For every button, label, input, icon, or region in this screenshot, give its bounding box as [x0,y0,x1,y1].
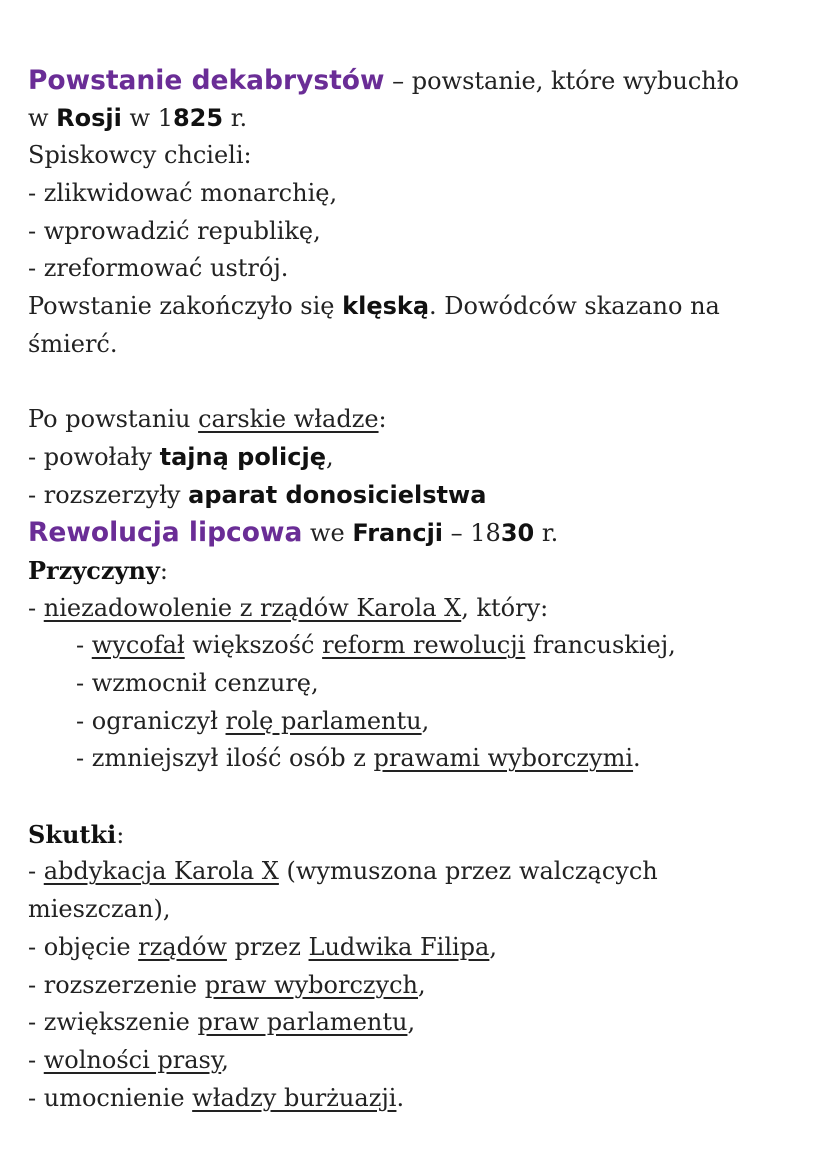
list-item [28,439,818,477]
year-bold: 30 [500,519,535,548]
text: w 1 [121,103,173,132]
country-france: Francji [352,519,444,548]
goal-item: - zlikwidować monarchię, [28,179,338,208]
text: większość [184,631,323,660]
list-item [28,929,818,967]
after-uprising-intro [28,401,818,439]
text: - [28,1045,44,1074]
text: : [116,820,125,849]
list-item [28,1042,818,1080]
text: : [159,556,168,585]
country-russia: Rosji [56,103,122,132]
goals-intro: Spiskowcy chcieli: [28,141,252,170]
text: przez [226,932,309,961]
underlined-term: rządów [138,932,227,961]
text: , [489,932,497,961]
document-page [28,62,818,1117]
text: r. [223,103,248,132]
result-line [28,288,818,326]
text: - zmniejszył ilość osób z [76,744,374,773]
text: - rozszerzyły [28,480,189,509]
decembrist-date-line [28,100,818,138]
july-revolution-heading-line [28,514,818,552]
secret-police-bold: tajną policję [159,442,326,471]
underlined-term: Ludwika Filipa [308,932,490,961]
text: - objęcie [28,932,139,961]
sub-list-item: - wzmocnił cenzurę, [76,669,319,697]
text: , [407,1008,416,1037]
underlined-term: reform rewolucji [322,631,526,660]
text: - [76,631,92,660]
informant-apparatus-bold: aparat donosicielstwa [188,480,487,509]
list-item [28,1080,818,1118]
underlined-term: praw wyborczych [204,970,419,999]
defeat-bold: klęską [342,292,430,321]
sub-list-item [28,740,818,778]
text: r. [534,519,559,548]
goal-item: - wprowadzić republikę, [28,216,321,245]
text: - rozszerzenie [28,970,205,999]
decembrist-intro-line [28,62,818,100]
causes-label-line [28,552,818,590]
underlined-term: wolności prasy [43,1045,222,1074]
text: , [326,442,334,471]
effects-label: Skutki [28,819,117,849]
text: Po powstaniu [28,405,199,434]
underlined-term: abdykacja Karola X [43,857,279,886]
decembrist-intro-text: – powstanie, które wybuchło [384,67,739,95]
text: – 18 [443,519,501,548]
underlined-term: wycofał [91,631,185,660]
text: Powstanie zakończyło się [28,292,343,321]
list-item [28,853,818,891]
discontent-underlined: niezadowolenie z rządów Karola X [43,593,462,622]
text: - [28,857,44,886]
goal-item: - zreformować ustrój. [28,254,289,283]
underlined-term: prawami wyborczymi [373,744,634,773]
spacer [28,778,818,816]
result-line-2: śmierć. [28,329,118,358]
causes-label: Przyczyny [28,555,160,585]
underlined-term: praw parlamentu [197,1008,408,1037]
spacer [28,364,818,402]
tsarist-authorities: carskie władze [198,405,379,434]
july-revolution-heading: Rewolucja lipcowa [28,517,303,549]
effects-label-line [28,816,818,854]
text: . [633,744,641,773]
text: , który: [461,593,549,622]
text: - umocnienie [28,1083,193,1112]
year-bold: 825 [172,103,224,132]
text: - zwiększenie [28,1008,198,1037]
text: . Dowódców skazano na [429,292,720,321]
decembrist-heading: Powstanie dekabrystów [28,65,385,96]
text: : [378,405,387,434]
list-item [28,967,818,1005]
text: - powołały [28,442,160,471]
list-item-continuation: mieszczan), [28,895,171,924]
sub-list-item [28,703,818,741]
text: , [418,970,426,999]
sub-list-item [28,627,818,665]
text: w [28,103,57,132]
underlined-term: rolę parlamentu [225,706,422,735]
text: we [302,519,353,548]
list-item [28,477,818,515]
underlined-term: władzy burżuazji [192,1083,397,1112]
text: (wymuszona przez walczących [278,857,658,886]
text: . [396,1083,405,1112]
text: francuskiej, [525,631,676,660]
list-item [28,590,818,628]
text: - ograniczył [76,706,226,735]
text: , [421,706,430,735]
list-item [28,1004,818,1042]
text: - [28,593,44,622]
text: , [221,1045,229,1074]
